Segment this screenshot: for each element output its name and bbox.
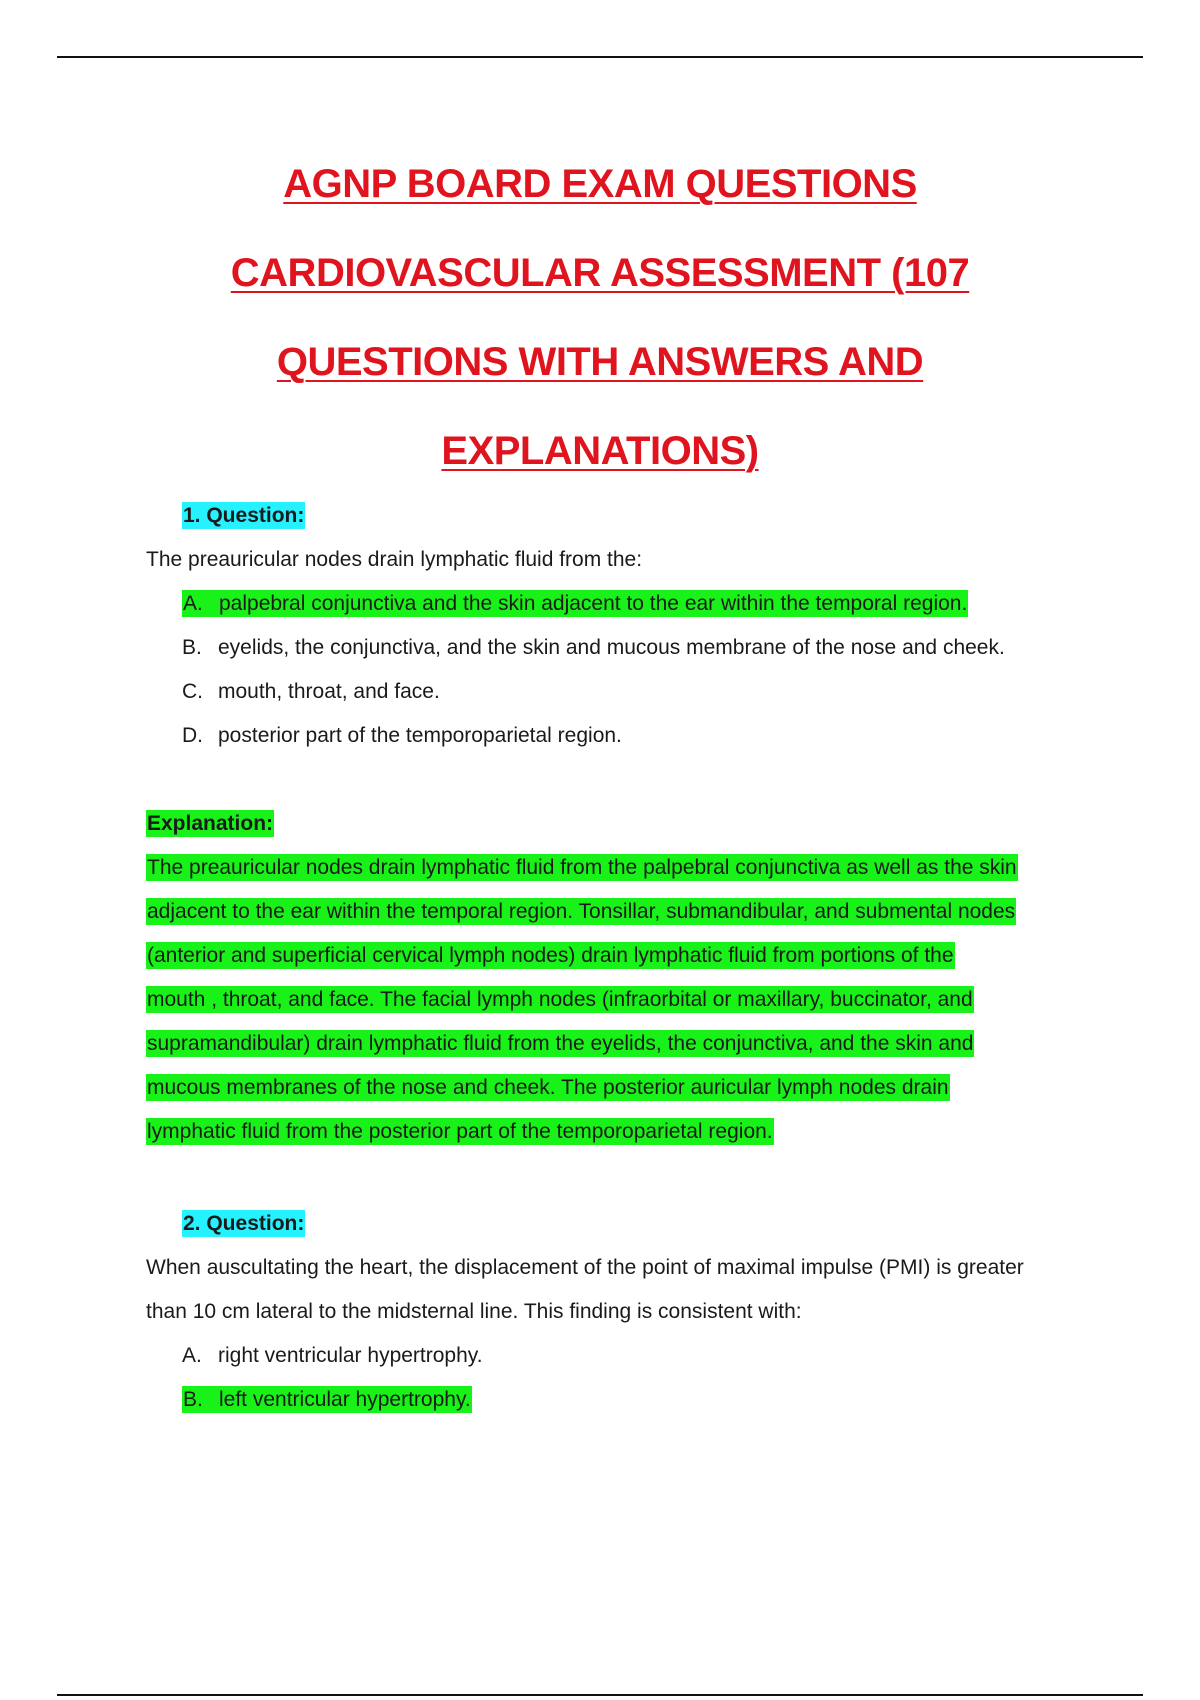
q2-option-a-letter: A. bbox=[182, 1344, 202, 1367]
q1-option-d bbox=[146, 714, 1106, 758]
q1-option-d-text: posterior part of the temporoparietal region. bbox=[218, 724, 622, 747]
explanation-1-line-2: adjacent to the ear within the temporal region. Tonsillar, submandibular, and submental nodes bbox=[147, 900, 1016, 923]
q2-option-b-highlight bbox=[182, 1386, 472, 1413]
explanation-1-line-4: mouth , throat, and face. The facial lymph nodes (infraorbital or maxillary, buccinator, and bbox=[147, 988, 973, 1011]
question-2 bbox=[146, 1202, 1106, 1422]
question-2-heading bbox=[146, 1202, 1106, 1246]
question-1-stem: The preauricular nodes drain lymphatic fluid from the: bbox=[146, 548, 643, 571]
explanation-1-line-1: The preauricular nodes drain lymphatic fluid from the palpebral conjunctiva as well as the skin bbox=[147, 856, 1017, 879]
q2-option-a-text: right ventricular hypertrophy. bbox=[218, 1344, 483, 1367]
q2-option-b bbox=[146, 1378, 1106, 1422]
question-1-heading-text: 1. Question: bbox=[183, 504, 305, 527]
explanation-1-line bbox=[146, 846, 1106, 890]
q1-option-c bbox=[146, 670, 1106, 714]
question-2-heading-text: 2. Question: bbox=[183, 1212, 305, 1235]
q1-option-a bbox=[146, 582, 1106, 626]
explanation-1-line-7: lymphatic fluid from the posterior part of the temporoparietal region. bbox=[147, 1120, 773, 1143]
q1-option-c-letter: C. bbox=[182, 680, 203, 703]
question-2-stem-line-1: When auscultating the heart, the displacement of the point of maximal impulse (PMI) is greater bbox=[146, 1256, 1024, 1279]
q1-option-c-text: mouth, throat, and face. bbox=[218, 680, 440, 703]
title-line-4: EXPLANATIONS) bbox=[441, 429, 759, 473]
q2-option-b-text: left ventricular hypertrophy. bbox=[219, 1388, 471, 1411]
q1-option-b-letter: B. bbox=[182, 636, 202, 659]
q1-option-b bbox=[146, 626, 1106, 670]
q1-option-a-highlight bbox=[182, 590, 968, 617]
explanation-1-heading bbox=[146, 802, 1106, 846]
title-line-2: CARDIOVASCULAR ASSESSMENT (107 bbox=[230, 251, 970, 295]
q1-option-a-letter: A. bbox=[183, 592, 203, 615]
q1-option-d-letter: D. bbox=[182, 724, 203, 747]
explanation-1-line bbox=[146, 934, 1106, 978]
explanation-1-line-6: mucous membranes of the nose and cheek. The posterior auricular lymph nodes drain bbox=[147, 1076, 949, 1099]
q2-option-a bbox=[146, 1334, 1106, 1378]
explanation-1-line bbox=[146, 978, 1106, 1022]
document-title bbox=[100, 140, 1100, 496]
footer-rule bbox=[57, 1694, 1143, 1696]
explanation-1-line bbox=[146, 1022, 1106, 1066]
q1-option-b-text: eyelids, the conjunctiva, and the skin and mucous membrane of the nose and cheek. bbox=[218, 636, 1005, 659]
explanation-1-heading-text: Explanation: bbox=[147, 812, 274, 835]
q2-option-b-letter: B. bbox=[183, 1388, 203, 1411]
title-line-3: QUESTIONS WITH ANSWERS AND bbox=[276, 340, 924, 384]
q1-option-a-text: palpebral conjunctiva and the skin adjacent to the ear within the temporal region. bbox=[219, 592, 968, 615]
title-line-1: AGNP BOARD EXAM QUESTIONS bbox=[283, 162, 917, 206]
explanation-1-line bbox=[146, 890, 1106, 934]
question-1-heading bbox=[146, 494, 1106, 538]
question-2-stem-line-2: than 10 cm lateral to the midsternal line. This finding is consistent with: bbox=[146, 1300, 802, 1323]
explanation-1-line bbox=[146, 1066, 1106, 1110]
explanation-1-line bbox=[146, 1110, 1106, 1154]
question-1 bbox=[146, 494, 1106, 1154]
explanation-1-line-5: supramandibular) drain lymphatic fluid from the eyelids, the conjunctiva, and the skin and bbox=[147, 1032, 974, 1055]
explanation-1-line-3: (anterior and superficial cervical lymph nodes) drain lymphatic fluid from portions of the bbox=[147, 944, 954, 967]
spacer bbox=[146, 758, 1106, 802]
header-rule bbox=[57, 56, 1143, 58]
